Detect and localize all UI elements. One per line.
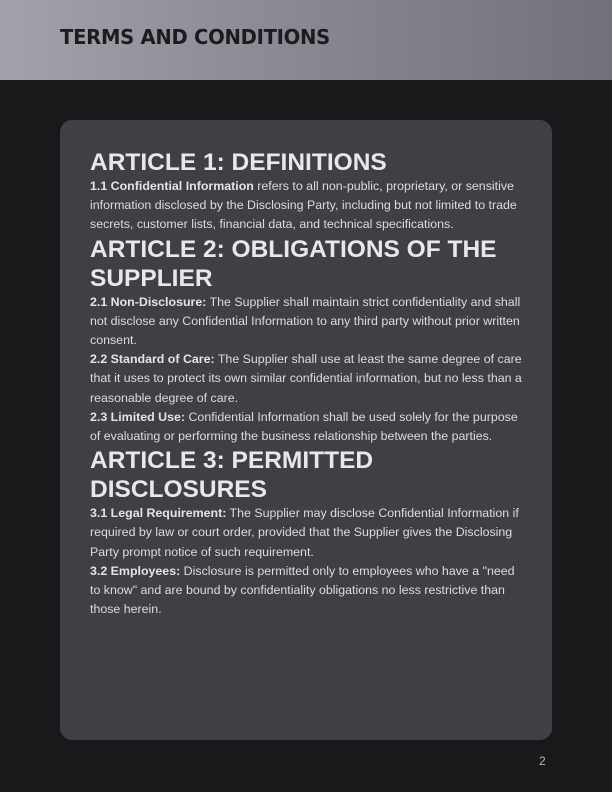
article-3 [90,446,522,619]
article-2 [90,235,522,447]
clause-text: refers to all non-public, proprietary, or sensitive information disclosed by the Disclosing Party, including but not limited to trade secrets, customer lists, financial data, and technical specifications. [90,179,517,232]
clause-2-2 [90,350,522,408]
terms-card [60,120,552,740]
clause-label: 2.3 Limited Use: [90,409,186,424]
article-title: ARTICLE 3: PERMITTED DISCLOSURES [90,447,374,504]
clause-label: 2.2 Standard of Care: [90,352,215,367]
clause-3-2 [90,562,522,620]
clause-label: 2.1 Non-Disclosure: [90,294,207,309]
clause-text: The Supplier shall maintain strict confidentiality and shall not disclose any Confidential Information to any third party without prior written consent. [90,294,521,348]
article-title: ARTICLE 1: DEFINITIONS [90,149,387,176]
article-title: ARTICLE 2: OBLIGATIONS OF THE SUPPLIER [90,235,497,292]
clause-1-1 [90,177,522,235]
article-1 [90,148,522,235]
page-header [0,0,612,80]
clause-text: Confidential Information shall be used solely for the purpose of evaluating or performing the business relationship between the parties. [90,409,518,444]
clause-2-1 [90,293,522,351]
clause-text: The Supplier may disclose Confidential Information if required by law or court order, provided that the Supplier gives the Disclosing Party prompt notice of such requirement. [90,506,519,559]
page-number: 2 [539,754,546,768]
document-title: TERMS AND CONDITIONS [60,25,330,49]
clause-2-3 [90,408,522,446]
clause-label: 3.2 Employees: [90,563,181,578]
clause-text: Disclosure is permitted only to employees who have a "need to know" and are bound by confidentiality obligations no less restrictive than those herein. [90,563,515,617]
clause-label: 3.1 Legal Requirement: [90,506,227,521]
clause-label: 1.1 Confidential Information [90,179,254,193]
clause-text: The Supplier shall use at least the same degree of care that it uses to protect its own similar confidential information, but no less than a reasonable degree of care. [90,352,522,405]
clause-3-1 [90,504,522,562]
